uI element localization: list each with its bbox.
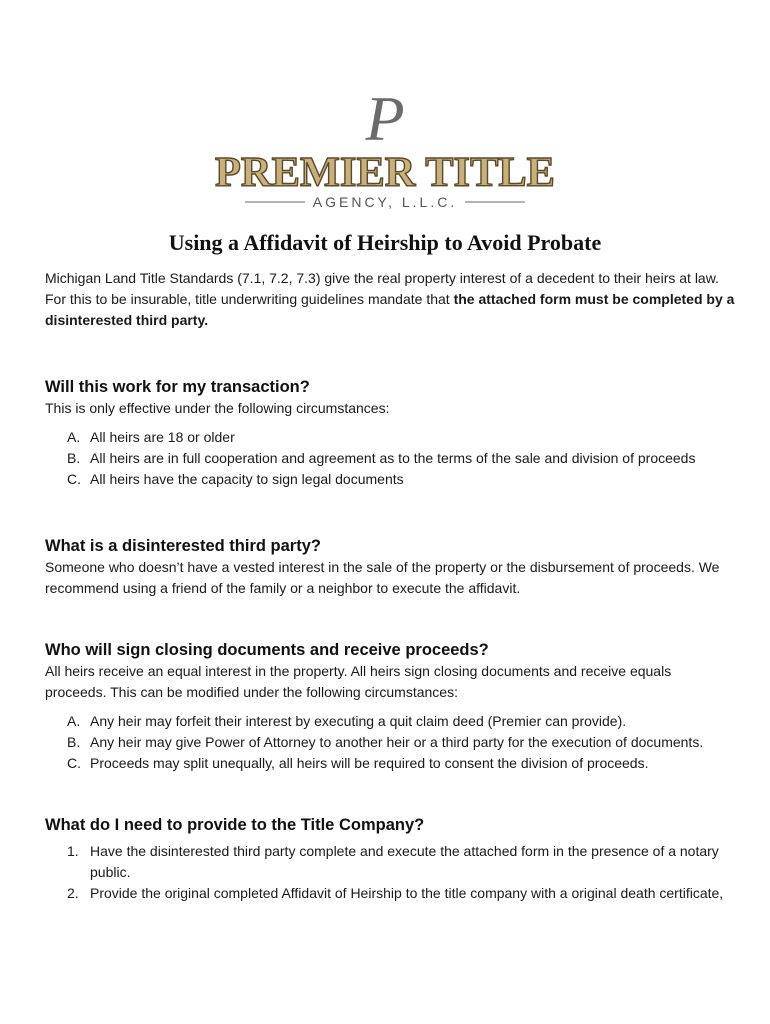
list-marker: C.: [67, 755, 81, 771]
third-party-text: Someone who doesn’t have a vested interest in the sale of the property or the disbursement of proceeds. We recommend using a friend of the family or a neighbor to execute the affidavit.: [45, 559, 720, 596]
list-item-text: All heirs are 18 or older: [90, 429, 235, 445]
list-item-text: All heirs have the capacity to sign legal documents: [90, 471, 404, 487]
provide-steps-list: [45, 841, 735, 904]
list-item-text: Have the disinterested third party complete and execute the attached form in the presence of a notary public.: [90, 843, 719, 880]
list-item-text: All heirs are in full cooperation and agreement as to the terms of the sale and division of proceeds: [90, 450, 696, 466]
work-intro-text: This is only effective under the following circumstances:: [45, 400, 390, 416]
list-marker: B.: [67, 734, 81, 750]
heading-what-to-provide: What do I need to provide to the Title Company?: [45, 816, 425, 834]
intro-paragraph: [45, 268, 735, 331]
list-marker: 1.: [67, 843, 79, 859]
list-item: [45, 427, 735, 448]
list-item: [45, 883, 735, 904]
list-item: [45, 841, 735, 883]
modification-list: [45, 711, 735, 774]
list-marker: C.: [67, 471, 81, 487]
company-logo: [0, 88, 770, 216]
list-item: [45, 711, 735, 732]
list-marker: A.: [67, 429, 81, 445]
list-item: [45, 753, 735, 774]
list-marker: A.: [67, 713, 81, 729]
document-title: Using a Affidavit of Heirship to Avoid Probate: [168, 230, 602, 255]
list-item: [45, 469, 735, 490]
list-item-text: Proceeds may split unequally, all heirs will be required to consent the division of proceeds.: [90, 755, 649, 771]
logo-monogram: P: [365, 88, 405, 154]
premier-title-logo-graphic: [205, 88, 565, 216]
sign-intro-text: All heirs receive an equal interest in the property. All heirs sign closing documents and receive equals proceeds. This can be modified under the following circumstances:: [45, 663, 672, 700]
list-item-text: Provide the original completed Affidavit of Heirship to the title company with a original death certificate,: [90, 885, 724, 901]
list-item: [45, 732, 735, 753]
heading-disinterested-third-party: What is a disinterested third party?: [45, 537, 321, 555]
document-body: [45, 268, 735, 904]
intro-bold-text: the attached form must be completed by a disinterested third party.: [45, 291, 735, 328]
heading-who-will-sign: Who will sign closing documents and receive proceeds?: [45, 641, 489, 659]
list-marker: B.: [67, 450, 81, 466]
list-marker: 2.: [67, 885, 79, 901]
list-item-text: Any heir may give Power of Attorney to another heir or a third party for the execution of documents.: [90, 734, 704, 750]
list-item-text: Any heir may forfeit their interest by executing a quit claim deed (Premier can provide).: [90, 713, 627, 729]
logo-name: PREMIER TITLE: [215, 150, 555, 196]
heading-will-this-work: Will this work for my transaction?: [45, 378, 310, 396]
circumstances-list: [45, 427, 735, 490]
list-item: [45, 448, 735, 469]
intro-text: Michigan Land Title Standards (7.1, 7.2, 7.3) give the real property interest of a decedent to their heirs at law. For this to be insurable, title underwriting guidelines mandate that: [45, 270, 719, 307]
logo-subtitle: AGENCY, L.L.C.: [312, 194, 458, 210]
